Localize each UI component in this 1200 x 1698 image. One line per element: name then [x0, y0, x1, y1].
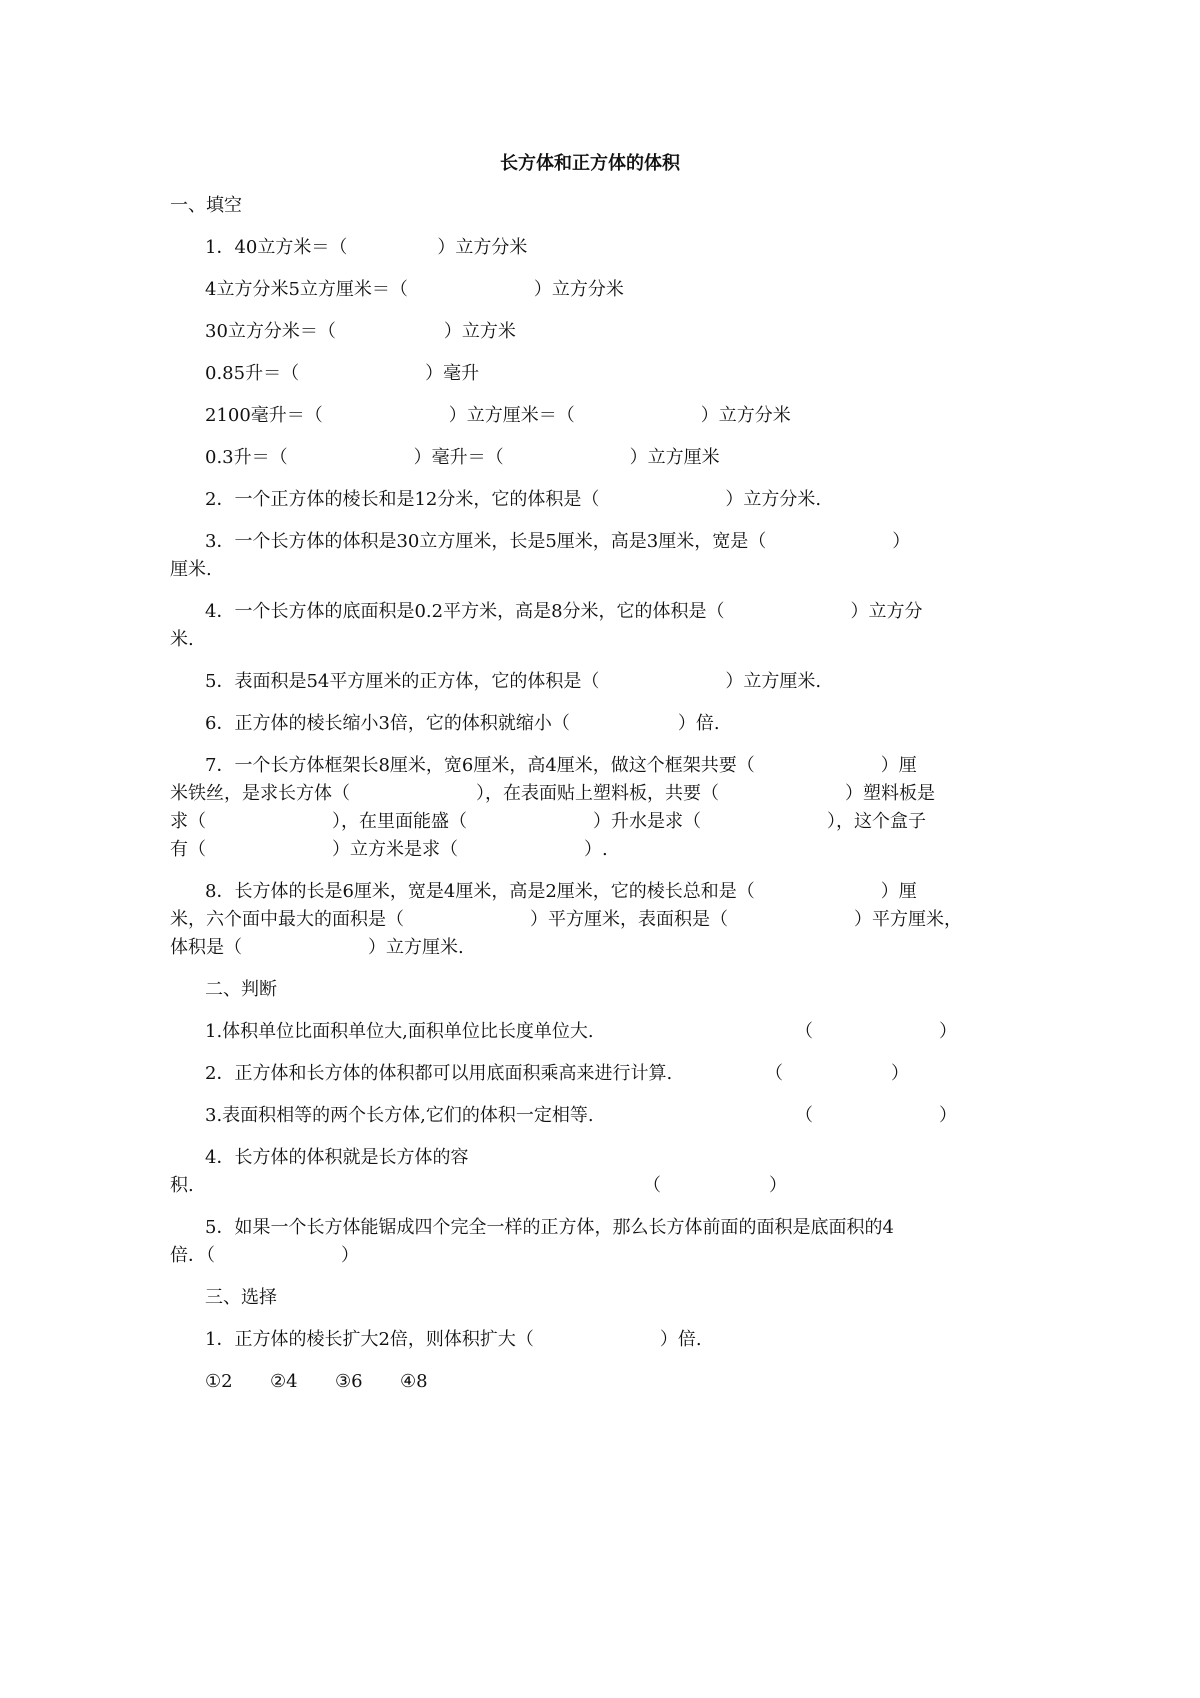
section-heading-choice: 三、选择	[205, 1287, 277, 1308]
fill-question-7-line1: 7．一个长方体框架长8厘米，宽6厘米，高4厘米，做这个框架共要（ ）厘	[205, 755, 917, 776]
choice-option-3: ③6	[335, 1371, 363, 1392]
fill-question-3-line1: 3．一个长方体的体积是30立方厘米，长是5厘米，高是3厘米，宽是（ ）	[205, 531, 911, 552]
judge-question-3: 3.表面积相等的两个长方体,它们的体积一定相等.	[205, 1105, 594, 1126]
section-heading-fill: 一、填空	[170, 195, 242, 216]
fill-question-6: 6．正方体的棱长缩小3倍，它的体积就缩小（ ）倍.	[205, 713, 720, 734]
fill-question-7-line4: 有（ ）立方米是求（ ）.	[170, 839, 608, 860]
fill-question-5: 5．表面积是54平方厘米的正方体，它的体积是（ ）立方厘米.	[205, 671, 822, 692]
fill-question-1c: 30立方分米＝（ ）立方米	[205, 321, 516, 342]
fill-question-8-line3: 体积是（ ）立方厘米.	[170, 937, 464, 958]
choice-option-4: ④8	[400, 1371, 428, 1392]
fill-question-4-line1: 4．一个长方体的底面积是0.2平方米，高是8分米，它的体积是（ ）立方分	[205, 601, 923, 622]
fill-question-7-line2: 米铁丝，是求长方体（ ），在表面贴上塑料板，共要（ ）塑料板是	[170, 783, 935, 804]
judge-answer-paren-1: （ ）	[795, 1021, 957, 1042]
fill-question-4-line2: 米.	[170, 629, 194, 650]
judge-question-4-line2: 积.	[170, 1175, 194, 1196]
fill-question-1a: 1．40立方米＝（ ）立方分米	[205, 237, 528, 258]
section-heading-judge: 二、判断	[205, 979, 277, 1000]
judge-question-1: 1.体积单位比面积单位大,面积单位比长度单位大.	[205, 1021, 594, 1042]
choice-question-1: 1．正方体的棱长扩大2倍，则体积扩大（ ）倍.	[205, 1329, 702, 1350]
fill-question-8-line2: 米，六个面中最大的面积是（ ）平方厘米，表面积是（ ）平方厘米，	[170, 909, 962, 930]
judge-answer-paren-2: （ ）	[765, 1063, 909, 1084]
judge-answer-paren-3: （ ）	[795, 1105, 957, 1126]
judge-question-5-line2: 倍．（ ）	[170, 1245, 359, 1266]
fill-question-8-line1: 8．长方体的长是6厘米，宽是4厘米，高是2厘米，它的棱长总和是（ ）厘	[205, 881, 917, 902]
document-title: 长方体和正方体的体积	[500, 153, 680, 174]
fill-question-3-line2: 厘米.	[170, 559, 212, 580]
judge-answer-paren-4: （ ）	[643, 1175, 787, 1196]
judge-question-2: 2．正方体和长方体的体积都可以用底面积乘高来进行计算.	[205, 1063, 673, 1084]
fill-question-1d: 0.85升＝（ ）毫升	[205, 363, 480, 384]
judge-question-5-line1: 5．如果一个长方体能锯成四个完全一样的正方体，那么长方体前面的面积是底面积的4	[205, 1217, 894, 1238]
judge-question-4-line1: 4．长方体的体积就是长方体的容	[205, 1147, 469, 1168]
choice-option-2: ②4	[270, 1371, 298, 1392]
fill-question-1e: 2100毫升＝（ ）立方厘米＝（ ）立方分米	[205, 405, 791, 426]
choice-option-1: ①2	[205, 1371, 233, 1392]
fill-question-1b: 4立方分米5立方厘米＝（ ）立方分米	[205, 279, 624, 300]
fill-question-2: 2．一个正方体的棱长和是12分米，它的体积是（ ）立方分米.	[205, 489, 822, 510]
fill-question-1f: 0.3升＝（ ）毫升＝（ ）立方厘米	[205, 447, 720, 468]
fill-question-7-line3: 求（ ），在里面能盛（ ）升水是求（ ），这个盒子	[170, 811, 926, 832]
